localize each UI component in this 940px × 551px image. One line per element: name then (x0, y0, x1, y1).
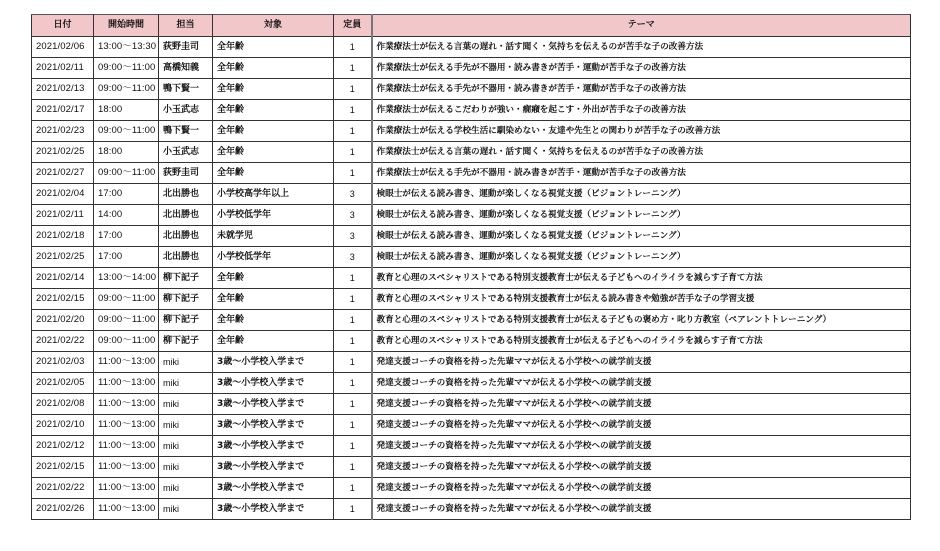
cell-person: 柳下記子 (159, 268, 213, 289)
cell-theme: 作業療法士が伝える手先が不器用・読み書きが苦手・運動が苦手な子の改善方法 (372, 58, 911, 79)
cell-person: 荻野圭司 (159, 37, 213, 58)
cell-start-time: 09:00〜11:00 (94, 289, 159, 310)
cell-start-time: 11:00〜13:00 (94, 352, 159, 373)
table-row (32, 268, 911, 289)
table-row (32, 436, 911, 457)
cell-date: 2021/02/11 (32, 205, 94, 226)
cell-date: 2021/02/17 (32, 100, 94, 121)
cell-capacity: 1 (334, 142, 372, 163)
cell-target: 未就学児 (213, 226, 334, 247)
cell-target: 3歳〜小学校入学まで (213, 478, 334, 499)
table-row (32, 331, 911, 352)
cell-start-time: 11:00〜13:00 (94, 373, 159, 394)
cell-person: 小玉武志 (159, 142, 213, 163)
table-row (32, 205, 911, 226)
cell-theme: 作業療法士が伝える学校生活に馴染めない・友達や先生との関わりが苦手な子の改善方法 (372, 121, 911, 142)
table-row (32, 184, 911, 205)
cell-date: 2021/02/08 (32, 394, 94, 415)
cell-theme: 発達支援コーチの資格を持った先輩ママが伝える小学校への就学前支援 (372, 457, 911, 478)
cell-date: 2021/02/20 (32, 310, 94, 331)
cell-target: 小学校高学年以上 (213, 184, 334, 205)
table-row (32, 79, 911, 100)
cell-date: 2021/02/25 (32, 247, 94, 268)
cell-person: 荻野圭司 (159, 163, 213, 184)
cell-capacity: 3 (334, 205, 372, 226)
table-row (32, 247, 911, 268)
cell-person: 柳下記子 (159, 310, 213, 331)
cell-date: 2021/02/26 (32, 499, 94, 520)
cell-capacity: 3 (334, 184, 372, 205)
cell-person: 鴨下賢一 (159, 79, 213, 100)
cell-capacity: 1 (334, 373, 372, 394)
cell-person: miki (159, 415, 213, 436)
cell-capacity: 1 (334, 79, 372, 100)
cell-date: 2021/02/22 (32, 331, 94, 352)
cell-person: miki (159, 478, 213, 499)
table-row (32, 37, 911, 58)
cell-person: 鴨下賢一 (159, 121, 213, 142)
cell-person: miki (159, 394, 213, 415)
cell-capacity: 1 (334, 331, 372, 352)
cell-capacity: 1 (334, 163, 372, 184)
cell-target: 全年齢 (213, 37, 334, 58)
cell-start-time: 17:00 (94, 247, 159, 268)
table-row (32, 415, 911, 436)
cell-start-time: 11:00〜13:00 (94, 499, 159, 520)
cell-date: 2021/02/15 (32, 457, 94, 478)
cell-date: 2021/02/05 (32, 373, 94, 394)
table-row (32, 163, 911, 184)
cell-start-time: 09:00〜11:00 (94, 163, 159, 184)
cell-date: 2021/02/03 (32, 352, 94, 373)
header-row (32, 15, 911, 37)
cell-person: miki (159, 457, 213, 478)
schedule-sheet (31, 14, 911, 520)
cell-target: 全年齢 (213, 121, 334, 142)
cell-person: 高橋知義 (159, 58, 213, 79)
cell-target: 小学校低学年 (213, 247, 334, 268)
table-row (32, 457, 911, 478)
cell-target: 全年齢 (213, 79, 334, 100)
cell-target: 全年齢 (213, 100, 334, 121)
cell-capacity: 1 (334, 436, 372, 457)
cell-capacity: 1 (334, 289, 372, 310)
cell-theme: 発達支援コーチの資格を持った先輩ママが伝える小学校への就学前支援 (372, 478, 911, 499)
cell-target: 全年齢 (213, 163, 334, 184)
cell-person: 北出勝也 (159, 226, 213, 247)
table-row (32, 478, 911, 499)
table-row (32, 373, 911, 394)
cell-target: 全年齢 (213, 310, 334, 331)
cell-target: 3歳〜小学校入学まで (213, 415, 334, 436)
cell-target: 3歳〜小学校入学まで (213, 394, 334, 415)
cell-theme: 作業療法士が伝えるこだわりが強い・癇癪を起こす・外出が苦手な子の改善方法 (372, 100, 911, 121)
table-row (32, 100, 911, 121)
cell-capacity: 1 (334, 352, 372, 373)
cell-capacity: 1 (334, 100, 372, 121)
cell-theme: 検眼士が伝える読み書き、運動が楽しくなる視覚支援（ビジョントレーニング） (372, 184, 911, 205)
cell-target: 全年齢 (213, 331, 334, 352)
cell-start-time: 13:00〜13:30 (94, 37, 159, 58)
cell-target: 小学校低学年 (213, 205, 334, 226)
cell-theme: 作業療法士が伝える言葉の遅れ・話す聞く・気持ちを伝えるのが苦手な子の改善方法 (372, 37, 911, 58)
cell-date: 2021/02/11 (32, 58, 94, 79)
table-row (32, 58, 911, 79)
cell-capacity: 1 (334, 268, 372, 289)
cell-target: 3歳〜小学校入学まで (213, 499, 334, 520)
cell-capacity: 1 (334, 415, 372, 436)
cell-date: 2021/02/23 (32, 121, 94, 142)
cell-date: 2021/02/13 (32, 79, 94, 100)
cell-start-time: 09:00〜11:00 (94, 58, 159, 79)
header-date: 日付 (32, 15, 94, 37)
cell-theme: 発達支援コーチの資格を持った先輩ママが伝える小学校への就学前支援 (372, 373, 911, 394)
cell-capacity: 1 (334, 310, 372, 331)
table-row (32, 310, 911, 331)
cell-person: 小玉武志 (159, 100, 213, 121)
table-row (32, 226, 911, 247)
cell-person: 北出勝也 (159, 205, 213, 226)
cell-theme: 発達支援コーチの資格を持った先輩ママが伝える小学校への就学前支援 (372, 436, 911, 457)
cell-target: 全年齢 (213, 289, 334, 310)
table-row (32, 394, 911, 415)
cell-start-time: 18:00 (94, 142, 159, 163)
cell-target: 全年齢 (213, 58, 334, 79)
cell-target: 全年齢 (213, 268, 334, 289)
cell-theme: 発達支援コーチの資格を持った先輩ママが伝える小学校への就学前支援 (372, 352, 911, 373)
cell-theme: 発達支援コーチの資格を持った先輩ママが伝える小学校への就学前支援 (372, 415, 911, 436)
cell-capacity: 1 (334, 499, 372, 520)
cell-start-time: 09:00〜11:00 (94, 331, 159, 352)
schedule-table (31, 14, 911, 520)
cell-start-time: 09:00〜11:00 (94, 310, 159, 331)
header-capacity: 定員 (334, 15, 372, 37)
cell-theme: 作業療法士が伝える言葉の遅れ・話す聞く・気持ちを伝えるのが苦手な子の改善方法 (372, 142, 911, 163)
cell-target: 3歳〜小学校入学まで (213, 352, 334, 373)
cell-theme: 教育と心理のスペシャリストである特別支援教育士が伝える子どもへのイライラを減らす子育て方法 (372, 331, 911, 352)
cell-person: 柳下記子 (159, 289, 213, 310)
cell-date: 2021/02/10 (32, 415, 94, 436)
cell-theme: 検眼士が伝える読み書き、運動が楽しくなる視覚支援（ビジョントレーニング） (372, 247, 911, 268)
cell-date: 2021/02/25 (32, 142, 94, 163)
cell-person: miki (159, 373, 213, 394)
cell-start-time: 11:00〜13:00 (94, 415, 159, 436)
cell-theme: 教育と心理のスペシャリストである特別支援教育士が伝える子どもへのイライラを減らす子育て方法 (372, 268, 911, 289)
cell-start-time: 11:00〜13:00 (94, 478, 159, 499)
header-target: 対象 (213, 15, 334, 37)
cell-capacity: 1 (334, 121, 372, 142)
cell-target: 3歳〜小学校入学まで (213, 373, 334, 394)
cell-date: 2021/02/04 (32, 184, 94, 205)
cell-target: 全年齢 (213, 142, 334, 163)
cell-person: miki (159, 436, 213, 457)
cell-start-time: 14:00 (94, 205, 159, 226)
cell-person: 柳下記子 (159, 331, 213, 352)
cell-person: 北出勝也 (159, 184, 213, 205)
cell-person: 北出勝也 (159, 247, 213, 268)
cell-start-time: 11:00〜13:00 (94, 457, 159, 478)
cell-capacity: 3 (334, 247, 372, 268)
cell-capacity: 1 (334, 478, 372, 499)
cell-date: 2021/02/27 (32, 163, 94, 184)
table-row (32, 121, 911, 142)
header-theme: テーマ (372, 15, 911, 37)
cell-capacity: 1 (334, 58, 372, 79)
table-row (32, 289, 911, 310)
cell-start-time: 13:00〜14:00 (94, 268, 159, 289)
cell-date: 2021/02/14 (32, 268, 94, 289)
table-row (32, 142, 911, 163)
cell-theme: 検眼士が伝える読み書き、運動が楽しくなる視覚支援（ビジョントレーニング） (372, 226, 911, 247)
cell-date: 2021/02/22 (32, 478, 94, 499)
cell-date: 2021/02/18 (32, 226, 94, 247)
cell-date: 2021/02/15 (32, 289, 94, 310)
cell-start-time: 17:00 (94, 184, 159, 205)
cell-theme: 作業療法士が伝える手先が不器用・読み書きが苦手・運動が苦手な子の改善方法 (372, 163, 911, 184)
cell-theme: 作業療法士が伝える手先が不器用・読み書きが苦手・運動が苦手な子の改善方法 (372, 79, 911, 100)
cell-theme: 発達支援コーチの資格を持った先輩ママが伝える小学校への就学前支援 (372, 394, 911, 415)
header-start-time: 開始時間 (94, 15, 159, 37)
cell-capacity: 1 (334, 394, 372, 415)
cell-start-time: 18:00 (94, 100, 159, 121)
table-body (32, 37, 911, 520)
cell-capacity: 1 (334, 37, 372, 58)
cell-theme: 検眼士が伝える読み書き、運動が楽しくなる視覚支援（ビジョントレーニング） (372, 205, 911, 226)
cell-target: 3歳〜小学校入学まで (213, 457, 334, 478)
table-row (32, 499, 911, 520)
table-row (32, 352, 911, 373)
header-person: 担当 (159, 15, 213, 37)
cell-date: 2021/02/12 (32, 436, 94, 457)
cell-theme: 教育と心理のスペシャリストである特別支援教育士が伝える読み書きや勉強が苦手な子の学習支援 (372, 289, 911, 310)
cell-date: 2021/02/06 (32, 37, 94, 58)
cell-person: miki (159, 352, 213, 373)
cell-theme: 発達支援コーチの資格を持った先輩ママが伝える小学校への就学前支援 (372, 499, 911, 520)
cell-capacity: 3 (334, 226, 372, 247)
cell-target: 3歳〜小学校入学まで (213, 436, 334, 457)
cell-start-time: 09:00〜11:00 (94, 121, 159, 142)
cell-person: miki (159, 499, 213, 520)
cell-capacity: 1 (334, 457, 372, 478)
cell-start-time: 11:00〜13:00 (94, 436, 159, 457)
cell-start-time: 17:00 (94, 226, 159, 247)
cell-theme: 教育と心理のスペシャリストである特別支援教育士が伝える子どもの褒め方・叱り方教室（ペアレントトレーニング） (372, 310, 911, 331)
cell-start-time: 09:00〜11:00 (94, 79, 159, 100)
cell-start-time: 11:00〜13:00 (94, 394, 159, 415)
